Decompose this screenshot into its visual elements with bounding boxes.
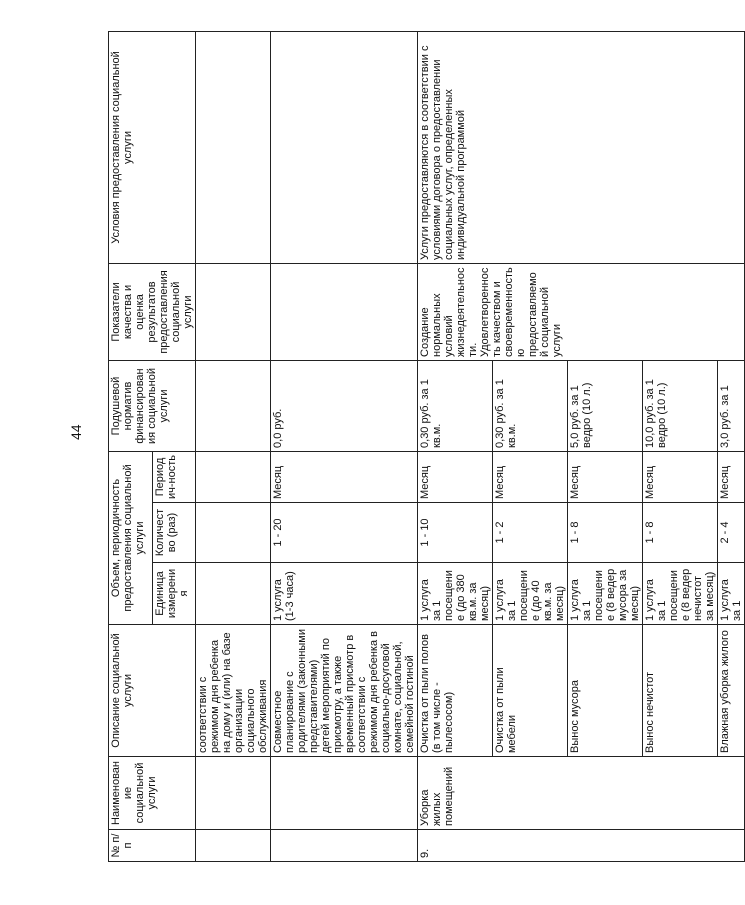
header-conditions: Условия предоставления социальной услуги [109,31,196,263]
header-num: № п/п [109,830,196,862]
header-description: Описание социальной услуги [109,625,196,757]
cell-unit: 1 услуга (1-3 часа) [271,563,418,625]
cell-unit: 1 услуга за 1 посещение (до 380 кв.м. за месяц) [418,563,493,625]
cell-quality [196,263,271,360]
cell-norm: 0,30 руб. за 1 кв.м. [493,360,568,451]
cell-norm: 3,0 руб. за 1 [718,360,745,451]
cell-description: Совместное планирование с родителями (законными представителями) детей мероприятий по присмотру, а также временный присмотр в соответствии с режимом дня ребенка в социально-досуговой комнате, социальной, семейной гостиной [271,625,418,757]
cell-description: Очистка от пыли полов (в том числе - пылесосом) [418,625,493,757]
header-period: Периодич-ность [152,451,196,502]
cell-norm: 5,0 руб. за 1 ведро (10 л.) [568,360,643,451]
cell-description: соответствии с режимом дня ребенка на дому и (или) на базе организации социального обслуживания [196,625,271,757]
cell-name [196,757,271,830]
cell-unit: 1 услуга за 1 посещение (до 40 кв.м. за месяц) [493,563,568,625]
cell-period [196,451,271,502]
cell-unit: 1 услуга за 1 посещение (8 ведер нечистот за месяц) [643,563,718,625]
cell-description: Влажная уборка жилого [718,625,745,757]
cell-name: Уборка жилых помещений [418,757,745,830]
cell-num [196,830,271,862]
cell-name [271,757,418,830]
header-name: Наименование социальной услуги [109,757,196,830]
services-table-container [108,32,743,862]
header-norm: Подушевой норматив финансирован ия социальной услуги [109,360,196,451]
cell-norm: 0,30 руб. за 1 кв.м. [418,360,493,451]
cell-count [196,503,271,563]
cell-unit: 1 услуга за 1 посещение (8 ведер мусора за месяц) [568,563,643,625]
page-number: 44 [68,424,84,440]
cell-period: Месяц [568,451,643,502]
cell-conditions: Услуги предоставляются в соответствии с условиями договора о предоставлении социальных услуг, определенных индивидуальной программой [418,31,745,263]
cell-description: Вынос нечистот [643,625,718,757]
cell-quality [271,263,418,360]
cell-count: 1 - 20 [271,503,418,563]
cell-quality: Создание нормальных условий жизнедеятельности. Удовлетворенность качеством и своевременностью предоставляемой социальной услуги [418,263,745,360]
cell-description: Вынос мусора [568,625,643,757]
cell-norm: 10,0 руб. за 1 ведро (10 л.) [643,360,718,451]
cell-norm: 0,0 руб. [271,360,418,451]
cell-period: Месяц [418,451,493,502]
table-row [271,31,418,861]
cell-period: Месяц [718,451,745,502]
cell-count: 1 - 8 [643,503,718,563]
table-row [196,31,271,861]
cell-count: 1 - 2 [493,503,568,563]
cell-conditions [271,31,418,263]
header-volume: Объем, периодичность предоставления социальной услуги [109,451,153,624]
header-quality: Показатели качества и оценка результатов предоставления социальной услуги [109,263,196,360]
cell-conditions [196,31,271,263]
cell-period: Месяц [493,451,568,502]
cell-description: Очистка от пыли мебели [493,625,568,757]
services-table [108,31,745,862]
cell-count: 2 - 4 [718,503,745,563]
cell-num [271,830,418,862]
cell-period: Месяц [643,451,718,502]
cell-unit [196,563,271,625]
cell-num: 9. [418,830,745,862]
cell-norm [196,360,271,451]
cell-period: Месяц [271,451,418,502]
cell-unit: 1 услуга за 1 [718,563,745,625]
table-row [418,31,493,861]
header-count: Количество (раз) [152,503,196,563]
cell-count: 1 - 8 [568,503,643,563]
cell-count: 1 - 10 [418,503,493,563]
header-unit: Единица измерения [152,563,196,625]
